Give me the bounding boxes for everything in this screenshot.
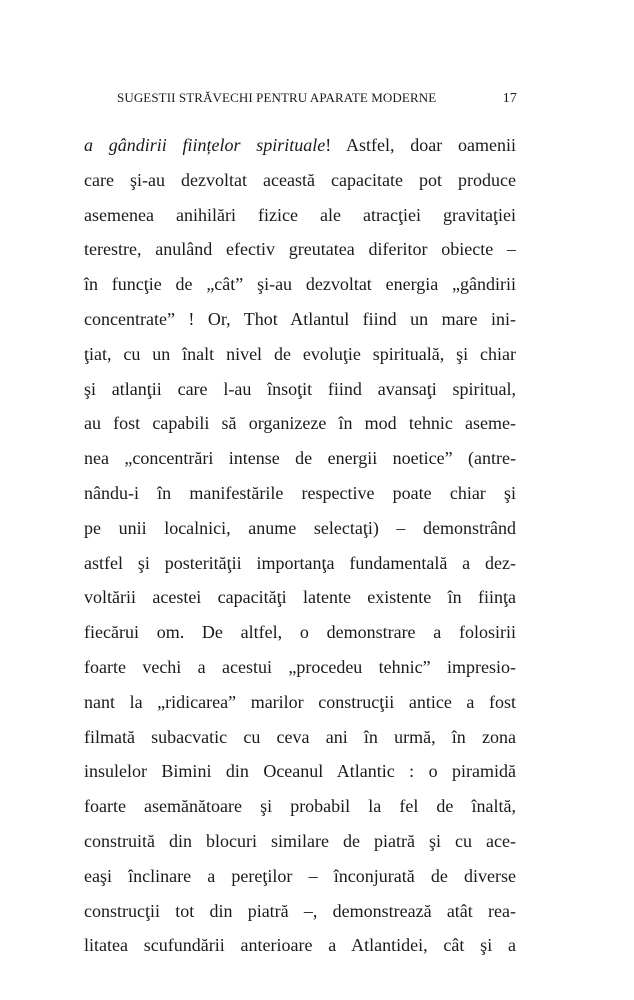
text-line: filmată subacvatic cu ceva ani în urmă, în zona xyxy=(84,726,516,747)
text-line: nându-i în manifestările respective poate chiar şi xyxy=(84,482,516,503)
text-line: nant la „ridicarea” marilor construcţii antice a fost xyxy=(84,691,516,712)
text-line: astfel şi posterităţii importanţa fundamentală a dez- xyxy=(84,552,516,573)
text-line: construită din blocuri similare de piatră şi cu ace- xyxy=(84,830,516,851)
text-line: litatea scufundării anterioare a Atlantidei, cât şi a xyxy=(84,935,516,956)
text-line: asemenea anihilări fizice ale atracţiei gravitaţiei xyxy=(84,204,516,225)
text-line: concentrate” ! Or, Thot Atlantul fiind un mare ini- xyxy=(84,308,516,329)
text-line: foarte vechi a acestui „procedeu tehnic” impresio- xyxy=(84,656,516,677)
text-line: foarte asemănătoare şi probabil la fel de înaltă, xyxy=(84,796,516,817)
body-text xyxy=(84,128,516,963)
text-line: eaşi înclinare a pereţilor – înconjurată de diverse xyxy=(84,865,516,886)
text-line: construcţii tot din piatră –, demonstrează atât rea- xyxy=(84,900,516,921)
running-title: SUGESTII STRĂVECHI PENTRU APARATE MODERNE xyxy=(117,90,437,105)
text-line: care şi-au dezvoltat această capacitate pot produce xyxy=(84,169,516,190)
italic-phrase: a gândirii ființelor spirituale xyxy=(84,135,326,155)
text-line: pe unii localnici, anume selectaţi) – demonstrând xyxy=(84,517,516,538)
text-line: insulelor Bimini din Oceanul Atlantic : o piramidă xyxy=(84,761,516,782)
text-line: voltării acestei capacităţi latente existente în fiinţa xyxy=(84,587,516,608)
text-line-rest: ! Astfel, doar oamenii xyxy=(325,135,516,155)
text-line: nea „concentrări intense de energii noetice” (antre- xyxy=(84,448,516,469)
text-line xyxy=(84,128,516,163)
text-line: terestre, anulând efectiv greutatea diferitor obiecte – xyxy=(84,239,516,260)
text-line: ţiat, cu un înalt nivel de evoluţie spirituală, şi chiar xyxy=(84,343,516,364)
text-line: fiecărui om. De altfel, o demonstrare a folosirii xyxy=(84,622,516,643)
text-line: au fost capabili să organizeze în mod tehnic aseme- xyxy=(84,413,516,434)
text-line: în funcţie de „cât” şi-au dezvoltat energia „gândirii xyxy=(84,274,516,295)
page-number: 17 xyxy=(502,91,517,106)
running-head xyxy=(117,90,517,107)
text-line: şi atlanţii care l-au însoţit fiind avansaţi spiritual, xyxy=(84,378,516,399)
